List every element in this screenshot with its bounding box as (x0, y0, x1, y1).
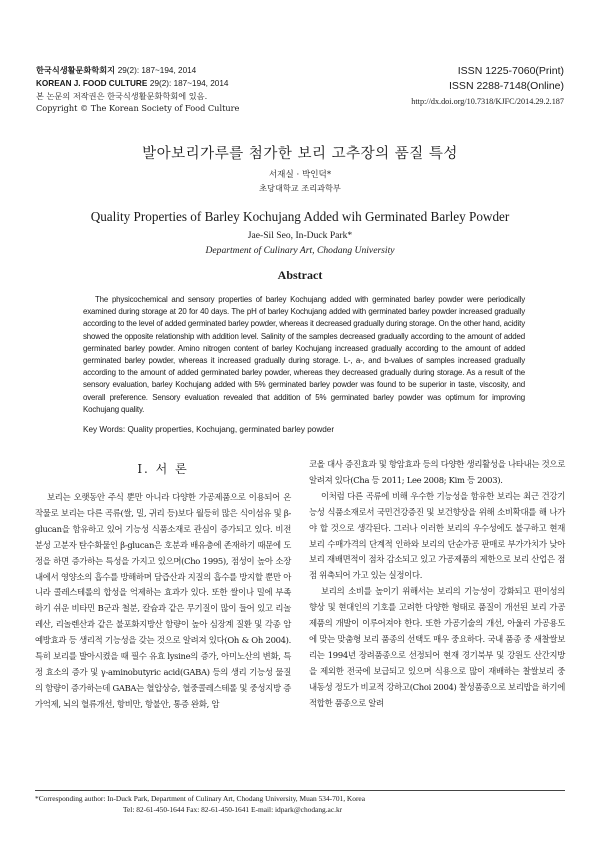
authors-ko: 서재실 · 박인덕* (268, 170, 332, 180)
journal-name-ko: 한국식생활문화학회지 (36, 66, 116, 75)
affiliation-ko: 초당대학교 조리과학부 (259, 183, 341, 193)
journal-line-en (36, 77, 336, 90)
section-heading-introduction: I. 서 론 (137, 462, 189, 476)
paragraph: 코올 대사 증진효과 및 항암효과 등의 다양한 생리활성을 나타내는 것으로 알려져 있다(Cha 등 2011; Lee 2008; Kim 등 2003). (309, 459, 565, 485)
journal-line-ko (36, 64, 336, 77)
corresponding-author-footnote (35, 793, 575, 815)
journal-header (36, 64, 336, 114)
paragraph: 보리의 소비를 높이기 위해서는 보리의 기능성이 강화되고 편이성의 향상 및 현대인의 기호를 고려한 다양한 형태로 품질이 개선된 보리 가공제품의 개발이 이루어져야 한다. 또한 가공기술의 개선, 아울러 가공용도에 맞는 맞춤형 보리 품종의 선택도 매우 중요하다. 국내 품종 중 새찰쌀보리는 1994년 장려품종으로 선정되어 현재 경기북부 및 강원도 산간지방을 제외한 전국에 보급되고 있으며 식용으로 많이 재배하는 찰쌀보리 중 내동성 정도가 비교적 강하고(Choi 2004) 찰성품종으로 보리밥을 하기에 적합한 품종으로 알려 (309, 586, 565, 708)
paragraph: 이처럼 다른 곡류에 비해 우수한 기능성을 함유한 보리는 최근 건강기능성 식품소재로서 국민건강증진 및 보건향상을 위해 소비확대를 해 나가야 할 것으로 생각된다. 그러나 이러한 보리의 우수성에도 불구하고 현재 보리 수매가격의 단계적 인하와 보리의 단순가공 판매로 부가가치가 낮아 보리 재배면적이 점차 감소되고 있고 가공제품의 제한으로 보리 산업은 점점 위축되어 가고 있는 실정이다. (309, 490, 565, 581)
journal-volume-en: 29(2): 187~194, 2014 (149, 79, 229, 88)
copyright-note-ko: 본 논문의 저작권은 한국식생활문화학회에 있음. (36, 91, 208, 101)
copyright-line: Copyright © The Korean Society of Food Culture (36, 103, 240, 113)
footnote-line-1: *Corresponding author: In-Duck Park, Department of Culinary Art, Chodang University, Muan 534-701, Korea (35, 794, 365, 803)
body-column-left (35, 490, 291, 713)
authors-en: Jae-Sil Seo, In-Duck Park* (247, 230, 353, 241)
paragraph: 보리는 오랫동안 주식 뿐만 아니라 다양한 가공제품으로 이용되어 온 작물로 보리는 다른 곡류(쌀, 밀, 귀리 등)보다 월등히 많은 식이섬유 및 β-glucan을 함유하고 있어 기능성 식품소재로 관심이 증가되고 있다. 비전분성 고분자 탄수화물인 β-glucan은 호분과 배유층에 존재하기 때문에 도정을 하면 증가하는 특성을 가지고 있으며(Cho 1995), 점성이 높아 소장 내에서 영양소의 흡수를 방해하며 담즙산과 지질의 흡수를 방지할 뿐만 아니라 콜레스테롤의 합성을 억제하는 효과가 있다. 또한 쌀이나 밀에 부족하기 쉬운 비타민 B군과 철분, 칼슘과 같은 무기질이 많이 들어 있고 리놀레산, 리놀렌산과 같은 불포화지방산 함량이 높아 심장계 질환 및 각종 암 예방효과 등 생리적 기능성을 갖는 것으로 알려져 있다(Oh & Oh 2004). 특히 보리를 발아시켰을 때 필수 유효 lysine의 증가, 아미노산의 변화, 특정 효소의 증가 및 γ-aminobutyric acid(GABA) 등의 생리 기능성 물질의 함량이 증가하는데 GABA는 혈압상승, 혈중콜레스테롤 및 중성지방 증가억제, 뇌의 혈류개선, 항비만, 항불안, 통증 완화, 암 (35, 492, 291, 709)
doi-link[interactable]: http://dx.doi.org/10.7318/KJFC/2014.29.2.187 (411, 97, 564, 106)
abstract-text: The physicochemical and sensory properties of barley Kochujang added with germinated barley powder were periodically examined during storage at 20 for 40 days. The pH of barley Kochujang added with germinated barley powder increased gradually according to the level of added germinated barley powder, whereas it decreased gradually during storage. On the other hand, acidity showed the opposite relationship with addition level. Salinity of the samples decreased gradually according to the amount of added germinated barley powder. Amino nitrogen content of barley Kochujang increased gradually according to the amount of added germinated barley powder, whereas it increased gradually during storage. L-, a-, and b-values of samples increased gradually according to the amount of added germinated barley powder, whereas they decreased gradually during storage. As a result of the sensory evaluation, barley Kochujang added with 5% germinated barley powder was found to be superior in taste, viscosity, and overall preference. Sensory evaluation revealed that addition of 5% germinated barley powder was optimum for improving Kochujang quality. (83, 295, 525, 414)
abstract-heading: Abstract (277, 268, 323, 282)
footnote-divider (35, 790, 565, 791)
keywords: Key Words: Quality properties, Kochujang, germinated barley powder (83, 425, 335, 434)
affiliation-en: Department of Culinary Art, Chodang University (205, 245, 395, 256)
paper-title-ko: 발아보리가루를 첨가한 보리 고추장의 품질 특성 (142, 146, 458, 162)
journal-name-en: KOREAN J. FOOD CULTURE (36, 79, 148, 88)
paper-title-en: Quality Properties of Barley Kochujang Added wih Germinated Barley Powder (90, 209, 510, 224)
footnote-line-2: Tel: 82-61-450-1644 Fax: 82-61-450-1641 E-mail: idpark@chodang.ac.kr (123, 805, 343, 814)
issn-block (304, 64, 564, 109)
journal-volume-ko: 29(2): 187~194, 2014 (117, 66, 197, 75)
body-column-right (309, 457, 565, 712)
issn-online: ISSN 2288-7148(Online) (449, 80, 564, 92)
issn-print: ISSN 1225-7060(Print) (457, 65, 564, 77)
